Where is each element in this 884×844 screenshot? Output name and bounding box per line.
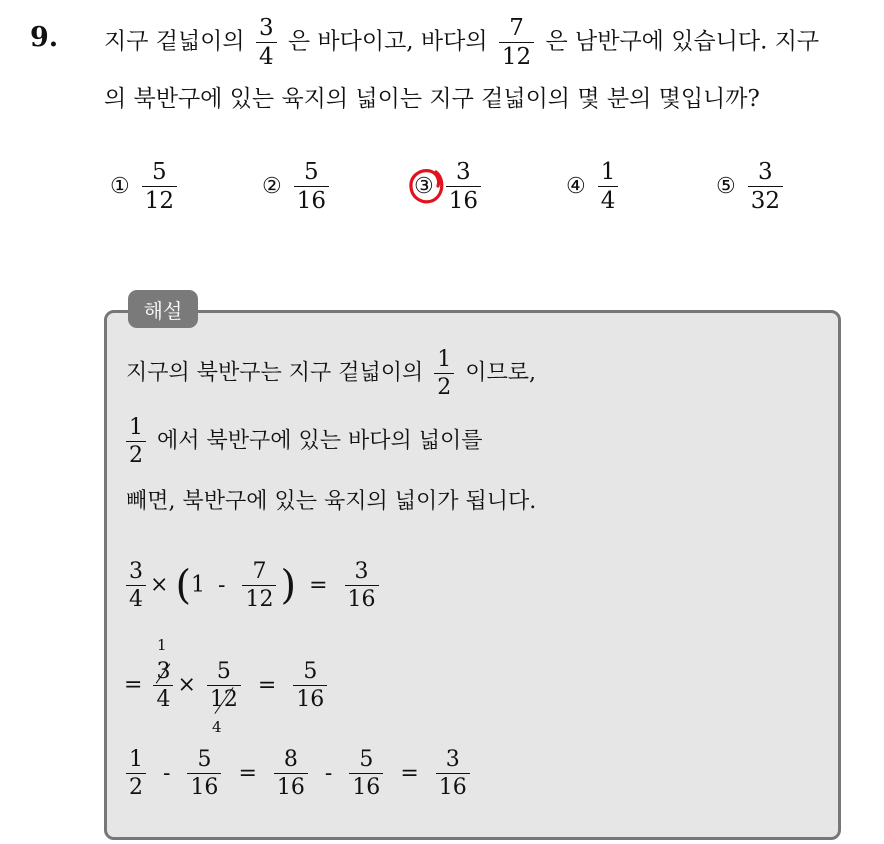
fraction: $\frac{7}{12}$: [242, 560, 276, 611]
fraction-seven-twelfths: $\frac{7}{12}$: [499, 16, 534, 69]
fraction: $\frac{3}{16}$: [436, 748, 470, 799]
choice-2[interactable]: [262, 160, 333, 213]
cancelled-denominator: 12: [209, 687, 238, 713]
fraction-one-half: $\frac{1}{2}$: [126, 416, 146, 467]
question-line-1: [104, 16, 819, 69]
solution-line-3: 빼면, 북반구에 있는 육지의 넓이가 됩니다.: [126, 489, 537, 514]
minus-sign: -: [218, 572, 226, 598]
equals-sign: =: [400, 760, 419, 786]
equation-2: [124, 660, 331, 711]
equation-3: [122, 748, 474, 799]
fraction: $\frac{3}{16}$: [345, 560, 379, 611]
choice-marker: ④: [566, 174, 586, 200]
choice-3[interactable]: [414, 160, 485, 213]
choice-marker: ①: [110, 174, 130, 200]
fraction: $\frac{5}{16}$: [349, 748, 383, 799]
answer-circle-icon: [406, 164, 448, 206]
fraction: $\frac{1}{2}$: [126, 748, 146, 799]
fraction-three-quarters: $\frac{3}{4}$: [256, 16, 277, 69]
fraction: $\frac{5}{16}$: [293, 660, 327, 711]
equation-1: $\frac{3}{4}$ × (1 - $\frac{7}{12}$ ) = $\frac{3}{16}$: [122, 560, 383, 611]
cancel-result-bottom: 4: [212, 718, 222, 736]
choice-fraction: $\frac{3}{32}$: [748, 160, 783, 213]
times-sign: ×: [177, 672, 196, 698]
choice-4[interactable]: [566, 160, 622, 213]
fraction: $\frac{5}{16}$: [187, 748, 221, 799]
choice-1[interactable]: [110, 160, 181, 213]
choice-marker: ③: [414, 174, 434, 199]
solution-tag: 해설: [128, 290, 198, 328]
times-sign: ×: [150, 572, 169, 598]
choice-fraction: $\frac{1}{4}$: [598, 160, 619, 213]
fraction: $\frac{8}{16}$: [274, 748, 308, 799]
question-number: 9.: [30, 22, 59, 53]
question-line-2: 의 북반구에 있는 육지의 넓이는 지구 겉넓이의 몇 분의 몇입니까?: [104, 86, 760, 112]
choice-fraction: $\frac{3}{16}$: [446, 160, 481, 213]
question-text: 은 바다이고, 바다의: [287, 28, 488, 55]
choice-5[interactable]: [716, 160, 787, 213]
fraction: $\frac{5}{12}$: [207, 660, 241, 711]
choice-fraction: $\frac{5}{16}$: [294, 160, 329, 213]
fraction-one-half: $\frac{1}{2}$: [434, 348, 454, 399]
close-paren: ): [280, 562, 297, 609]
cancelled-numerator: 3: [153, 660, 173, 685]
cancel-result-top: 1: [157, 636, 167, 654]
question-text: 은 남반구에 있습니다. 지구: [545, 28, 820, 55]
question-text: 지구 겉넓이의: [104, 28, 245, 55]
fraction: $\frac{3}{4}$: [153, 660, 173, 711]
choice-marker: ②: [262, 174, 282, 200]
equals-sign: =: [309, 572, 328, 598]
minus-sign: -: [163, 760, 171, 786]
fraction: $\frac{3}{4}$: [126, 560, 146, 611]
equals-sign: =: [257, 672, 277, 698]
equals-sign: =: [124, 672, 143, 698]
equals-sign: =: [238, 760, 257, 786]
minus-sign: -: [324, 760, 333, 786]
solution-line-2: $\frac{1}{2}$ 에서 북반구에 있는 바다의 넓이를: [122, 416, 483, 467]
choice-fraction: $\frac{5}{12}$: [142, 160, 177, 213]
solution-line-1: 지구의 북반구는 지구 겉넓이의 $\frac{1}{2}$ 이므로,: [126, 347, 537, 401]
choice-marker: ⑤: [716, 174, 736, 200]
open-paren: (: [175, 562, 192, 609]
